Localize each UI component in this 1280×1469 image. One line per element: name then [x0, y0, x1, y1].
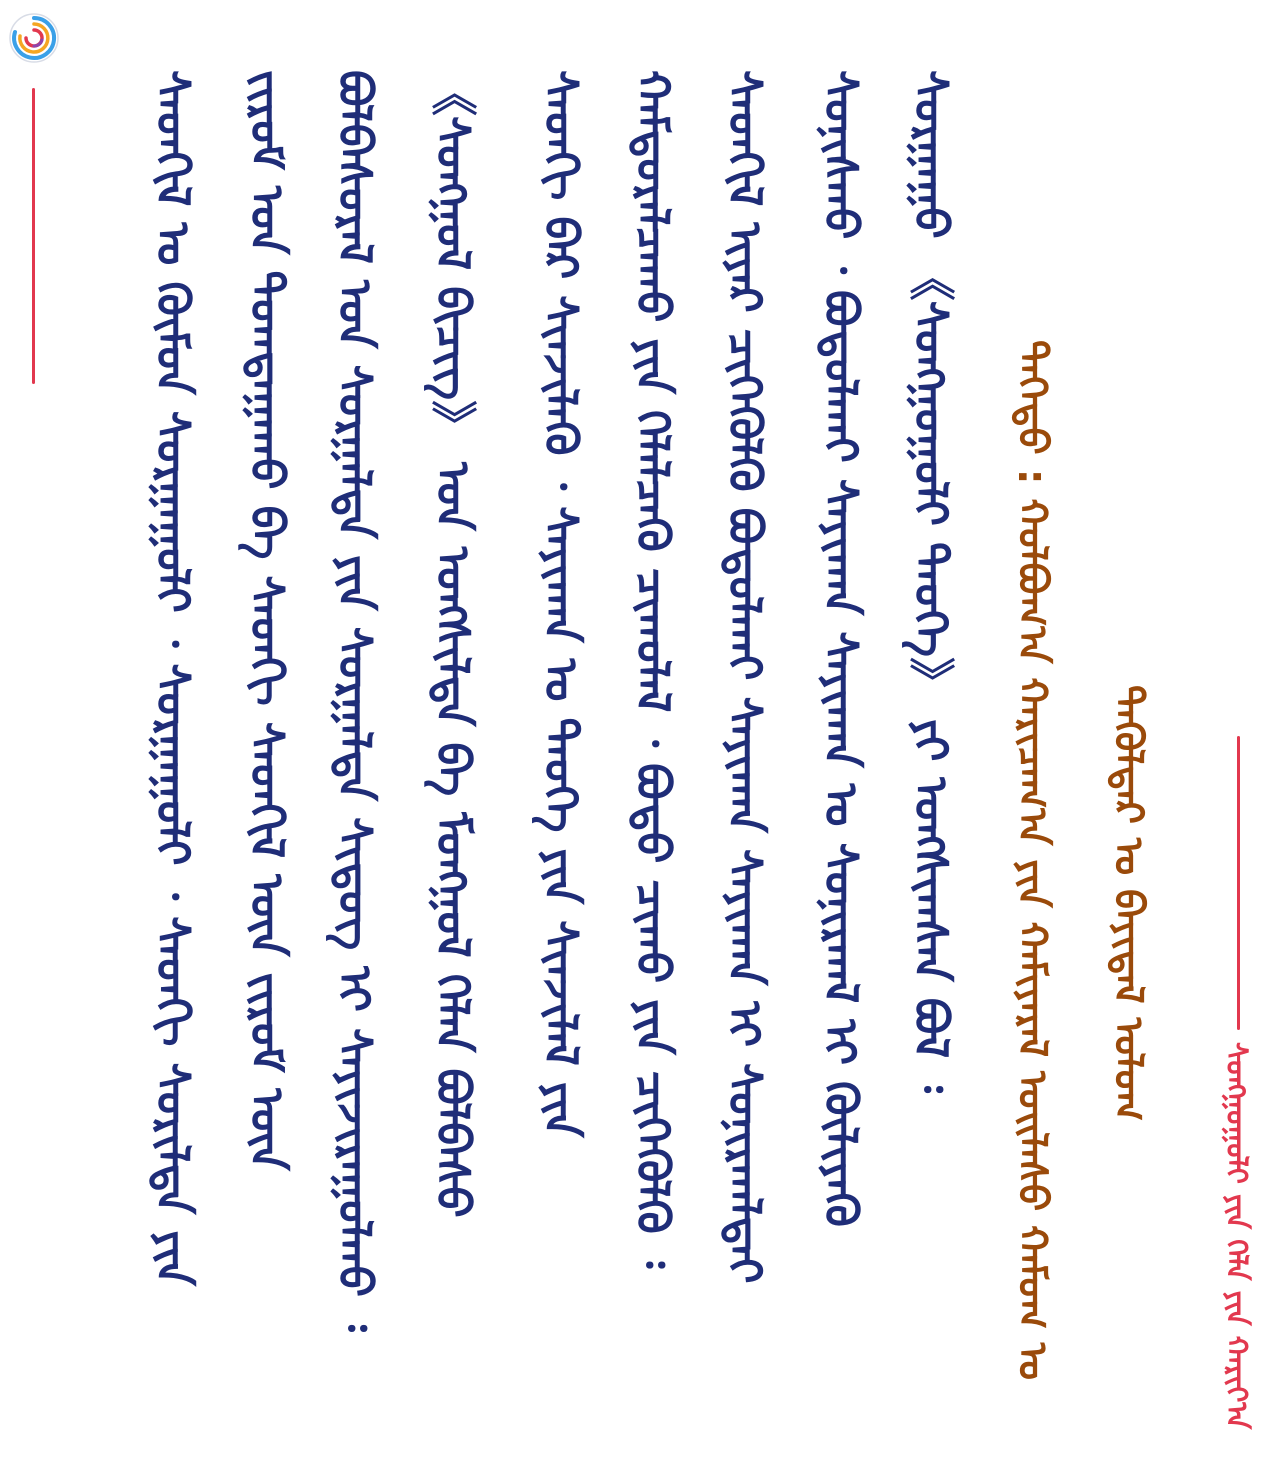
body-column-6: 《ᠰᠣᠩᠭᠣᠯ ᠪᠢᠴᠢᠭ》 ᠤᠨ ᠤᠩᠰᠢᠯᠲᠠ ᠪᠠ ᠮᠣᠩᠭᠣᠯ ᠬᠡᠯᠡᠨ ᠪᠣᠯᠪᠠᠰᠤ	[426, 70, 480, 1218]
body-column-3: ᠰᠡᠳᠬᠢᠯ ᠢᠶᠡᠷ ᠴᠢᠭᠡᠭᠦᠯᠬᠦ ᠪᠣᠳᠣᠯᠬᠠᠢ ᠰᠠᠶᠢᠬᠠᠨ ᠰᠠᠶᠢᠬᠠᠨ ᠢ ᠰᠣᠨᠢᠷᠬᠠᠯᠲᠠᠢ	[718, 70, 772, 1284]
body-column-8: ᠵᠢᠷᠦᠮ ᠤᠨ ᠲᠣᠭᠲᠠᠭᠠᠬᠤ ᠪᠠ ᠰᠡᠳᠬᠢ ᠰᠡᠳᠬᠢᠯ ᠦᠨ ᠵᠢᠷᠦᠮ ᠦᠨ	[240, 70, 294, 1171]
heading-line-1: ᠳᠡᠭᠡᠳᠦ : ᠬᠣᠯᠪᠣᠭ᠎ᠠ ᠬᠠᠷᠢᠴᠠᠭ᠎ᠠ ᠶᠢᠨ ᠬᠠᠮᠢᠶᠠᠷᠠᠯ ᠤᠢᠯᠠᠰᠤ ᠬᠠᠮᠤᠭ ᠤ	[1009, 340, 1055, 1381]
heading-line-2: ᠲᠡᠭᠦᠯᠳᠡᠷ ᠤ ᠪᠠᠶᠢᠳᠠᠯ ᠤᠯᠤᠭ	[1105, 685, 1151, 1122]
body-column-9: ᠰᠡᠳᠬᠢᠯ ᠤ ᠬᠦᠮᠦᠨ ᠰᠤᠷᠭᠠᠭᠤᠯᠢ ᠂ ᠰᠤᠷᠭᠠᠭᠤᠯᠢ ᠂ ᠰᠡᠳᠬᠢ ᠰᠣᠷᠢᠯᠲᠠ ᠶᠢᠨ	[146, 70, 200, 1286]
left-accent-line	[32, 88, 35, 384]
body-column-5: ᠰᠡᠳᠬᠢ ᠪᠠᠷ ᠰᠢᠨᠵᠢᠯᠡᠬᠦ ᠂ ᠰᠠᠶᠢᠬᠠᠨ ᠤ ᠲᠡᠦᠬᠡ ᠶᠢᠨ ᠰᠢᠨᠵᠢᠯᠡᠯ ᠶᠢᠨ	[534, 70, 588, 1138]
body-column-4: ᠬᠠᠮᠲᠤᠷᠠᠯᠴᠠᠬᠤ ᠶᠢᠨ ᠬᠡᠯᠡᠯᠴᠡᠬᠦ ᠴᠢᠬᠤᠯᠠᠯ ᠂ ᠪᠣᠳᠣ ᠴᠢᠬᠤ ᠶᠢᠨ ᠴᠢᠭᠡᠭᠦᠯᠬᠦ ᠄	[626, 70, 680, 1269]
body-column-7: ᠪᠣᠯᠪᠠᠰᠤᠷᠠᠯ ᠤᠨ ᠰᠤᠷᠭᠠᠯᠲᠠ ᠶᠢᠨ ᠰᠤᠷᠭᠠᠯᠲᠠ ᠰᠢᠳᠦᠭ ᠢ ᠰᠠᠶᠢᠵᠢᠷᠠᠭᠤᠯᠬᠤ ᠄	[328, 70, 382, 1332]
section-caption: ᠰᠣᠩᠭᠣᠭᠤᠯᠢ ᠶᠢᠨ ᠬᠡᠯᠡ ᠶᠢᠨ ᠬᠠᠷᠢᠶ᠎ᠠ	[1220, 1042, 1254, 1430]
right-accent-line	[1237, 736, 1240, 1030]
spiral-swirl-icon	[8, 12, 60, 64]
body-column-2: ᠰᠣᠨᠢᠰᠬᠤ ᠂ ᠪᠣᠳᠣᠯᠬᠠᠢ ᠰᠠᠶᠢᠬᠠᠨ ᠰᠠᠶᠢᠬᠠᠨ ᠤ ᠰᠣᠨᠢᠷᠬᠠᠯ ᠢ ᠬᠦᠯᠢᠶᠡᠬᠦ	[814, 70, 868, 1227]
body-column-1: ᠰᠤᠷᠭᠠᠭᠤ 《ᠰᠣᠩᠭᠣᠭᠤᠯᠢ ᠲᠡᠤᠬᠡ》 ᠶᠢ ᠤᠩᠰᠢᠭᠰᠠᠨ ᠪᠣᠯ ᠄	[904, 70, 958, 1093]
